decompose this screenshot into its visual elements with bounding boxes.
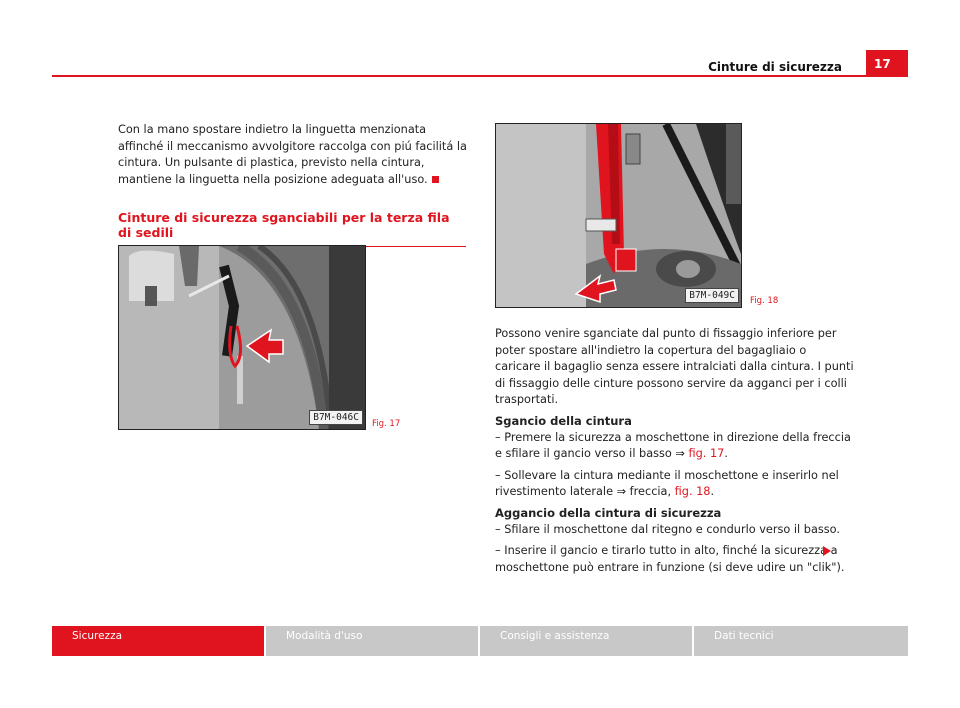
figure-18-image: [495, 123, 742, 308]
page-number: 17: [866, 50, 908, 77]
figure-17-code: B7M-046C: [309, 410, 363, 425]
continue-arrow-icon: [823, 546, 831, 556]
figure-17-caption: Fig. 17: [372, 419, 401, 429]
figure-17-image: [118, 245, 366, 430]
end-marker-icon: [432, 176, 439, 183]
right-intro-paragraph: Possono venire sganciate dal punto di fissaggio inferiore per poter spostare all'indietro la copertura del bagagliaio o caricare il bagaglio senza essere intralciati dalla cintura. I punti di fissaggio delle cinture possono servire da agganci per i colli trasportati.: [495, 327, 854, 406]
attach-step-1: – Sfilare il moschettone dal ritegno e condurlo verso il basso.: [495, 522, 840, 536]
footer-tab-modalita-duso[interactable]: Modalità d'uso: [266, 626, 478, 656]
section-heading: Cinture di sicurezza sganciabili per la terza fila di sedili: [118, 210, 466, 247]
header-title: Cinture di sicurezza: [708, 60, 842, 74]
footer-tab-dati-tecnici[interactable]: Dati tecnici: [694, 626, 908, 656]
release-step-1: – Premere la sicurezza a moschettone in direzione della freccia e sfilare il gancio verso il basso ⇒ fig. 17.: [495, 430, 851, 460]
footer-nav: [52, 626, 908, 656]
figure-18-caption: Fig. 18: [750, 296, 779, 306]
right-column: [495, 326, 855, 576]
figure-18-code: B7M-049C: [685, 288, 739, 303]
left-column: [118, 122, 468, 188]
footer-tab-sicurezza[interactable]: Sicurezza: [52, 626, 264, 656]
attach-step-2: – Inserire il gancio e tirarlo tutto in alto, finché la sicurezza a moschettone può entrare in funzione (si deve udire un "clik").: [495, 544, 845, 574]
figure-17-photo: [119, 246, 365, 429]
footer-tab-consigli-assistenza[interactable]: Consigli e assistenza: [480, 626, 692, 656]
figure-18-photo: [496, 124, 741, 307]
header-line: [52, 75, 908, 77]
attach-heading: Aggancio della cintura di sicurezza: [495, 505, 722, 520]
fig17-reference[interactable]: fig. 17: [688, 447, 725, 460]
release-step-2: – Sollevare la cintura mediante il moschettone e inserirlo nel rivestimento laterale ⇒ freccia, fig. 18.: [495, 468, 839, 498]
left-intro-paragraph: Con la mano spostare indietro la linguetta menzionata affinché il meccanismo avvolgitore raccolga con piú facilitá la cintura. Un pulsante di plastica, previsto nella cintura, mantiene la linguetta nella posizione adeguata all'uso.: [118, 123, 467, 186]
fig18-reference[interactable]: fig. 18: [674, 485, 711, 498]
release-heading: Sgancio della cintura: [495, 413, 632, 428]
